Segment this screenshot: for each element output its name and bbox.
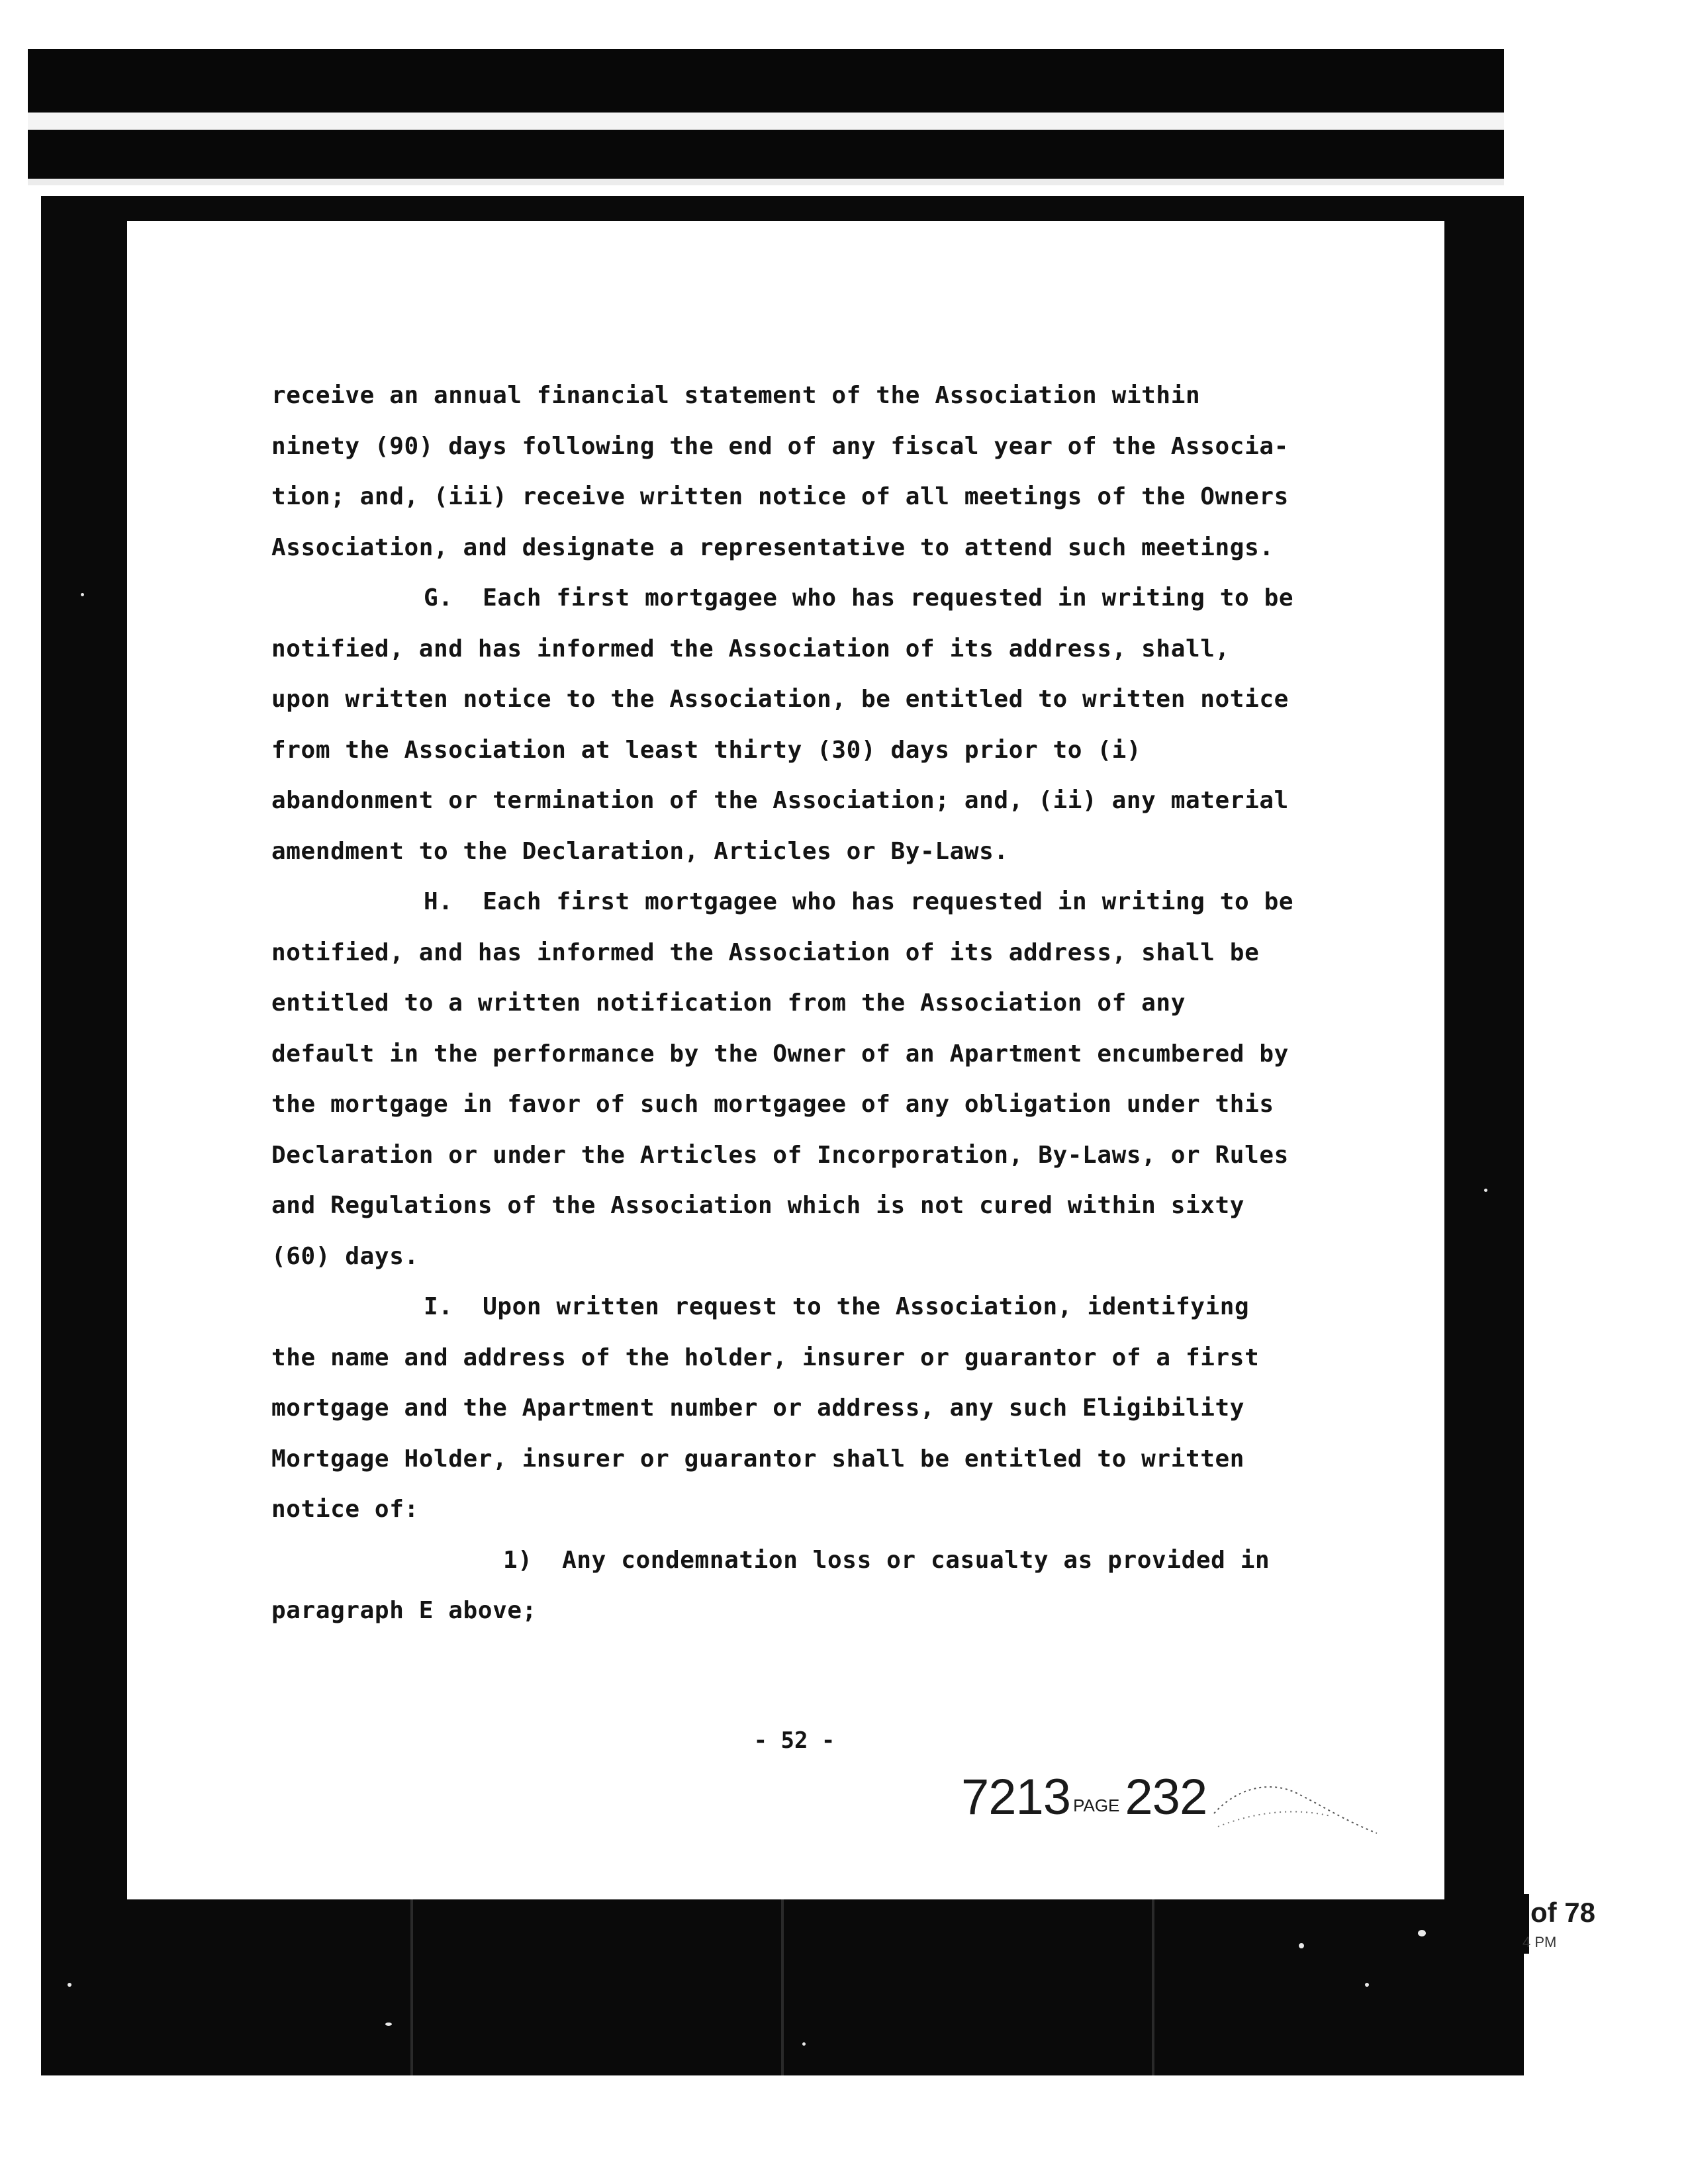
- scan-divider-line: [1152, 1899, 1154, 2075]
- text-line: ninety (90) days following the end of any fiscal year of the Associa-: [271, 432, 1289, 460]
- scan-speck: [68, 1983, 71, 1987]
- stamp-book-number: 7213: [961, 1769, 1071, 1825]
- text-line: upon written notice to the Association, be entitled to written notice: [271, 686, 1289, 713]
- scan-speck: [1365, 1983, 1369, 1987]
- document-body: [271, 371, 1357, 1637]
- text-line: Mortgage Holder, insurer or guarantor shall be entitled to written: [271, 1445, 1245, 1473]
- page-count-time: 4 PM: [1523, 1934, 1557, 1950]
- scan-speck: [385, 2023, 392, 2026]
- text-line: amendment to the Declaration, Articles or By-Laws.: [271, 837, 1009, 865]
- scan-speck: [802, 2042, 806, 2046]
- text-line: the name and address of the holder, insurer or guarantor of a first: [271, 1343, 1260, 1371]
- text-line: abandonment or termination of the Association; and, (ii) any material: [271, 787, 1289, 814]
- scan-speck: [81, 593, 84, 596]
- text-line: the mortgage in favor of such mortgagee of any obligation under this: [271, 1091, 1274, 1118]
- text-line: default in the performance by the Owner of an Apartment encumbered by: [271, 1040, 1289, 1068]
- text-line: notice of:: [271, 1496, 419, 1523]
- text-line: and Regulations of the Association which is not cured within sixty: [271, 1192, 1245, 1219]
- text-line: tion; and, (iii) receive written notice of all meetings of the Owners: [271, 483, 1289, 510]
- text-line: paragraph E above;: [271, 1597, 537, 1624]
- scan-divider-line: [410, 1899, 413, 2075]
- text-line: Association, and designate a representative to attend such meetings.: [271, 533, 1274, 561]
- paragraph-g-heading-line: G. Each first mortgagee who has requested in writing to be: [424, 584, 1294, 612]
- text-line: entitled to a written notification from the Association of any: [271, 989, 1186, 1017]
- scan-top-stripe-lower: [28, 179, 1504, 185]
- scan-top-stripe: [28, 113, 1504, 130]
- scan-speck: [1484, 1189, 1487, 1192]
- signature-scribble-icon: [1211, 1774, 1383, 1846]
- scan-speck: [1299, 1943, 1304, 1948]
- list-item-1-line: 1) Any condemnation loss or casualty as provided in: [503, 1546, 1270, 1574]
- text-line: notified, and has informed the Association of its address, shall be: [271, 938, 1260, 966]
- page-number: - 52 -: [753, 1727, 835, 1754]
- text-line: notified, and has informed the Association of its address, shall,: [271, 635, 1230, 662]
- stamp-page-label: PAGE: [1073, 1796, 1120, 1815]
- text-line: receive an annual financial statement of the Association within: [271, 382, 1201, 409]
- stamp-page-number: 232: [1125, 1769, 1207, 1825]
- scan-divider-line: [781, 1899, 784, 2075]
- scan-speck: [1418, 1930, 1426, 1936]
- text-line: Declaration or under the Articles of Incorporation, By-Laws, or Rules: [271, 1141, 1289, 1169]
- page-count-label: of 78: [1530, 1897, 1596, 1928]
- book-page-stamp: [961, 1768, 1207, 1826]
- text-line: from the Association at least thirty (30) days prior to (i): [271, 736, 1142, 764]
- paragraph-i-heading-line: I. Upon written request to the Association, identifying: [424, 1293, 1250, 1320]
- scan-top-border: [28, 49, 1504, 181]
- text-line: mortgage and the Apartment number or address, any such Eligibility: [271, 1394, 1245, 1422]
- paragraph-h-heading-line: H. Each first mortgagee who has requested in writing to be: [424, 888, 1294, 915]
- text-line: (60) days.: [271, 1242, 419, 1270]
